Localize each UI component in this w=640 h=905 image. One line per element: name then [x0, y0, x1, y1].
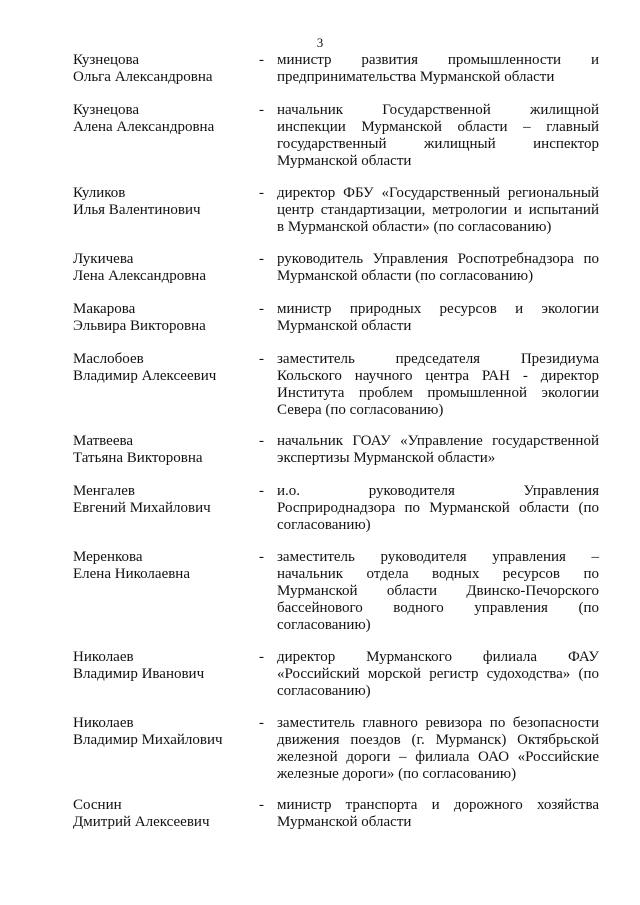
given-names: Дмитрий Алексеевич [73, 814, 210, 830]
position-line: министр транспорта и дорожного хозяйства [277, 797, 599, 813]
person-name [73, 185, 253, 219]
position-line: Кольского научного центра РАН - директор [277, 368, 599, 384]
position-description [277, 301, 599, 335]
person-name [73, 797, 253, 831]
person-name [73, 715, 253, 749]
dash-separator: - [259, 433, 264, 449]
position-line: Мурманской области Двинско-Печорского [277, 583, 599, 599]
position-description [277, 649, 599, 700]
position-line: заместитель председателя Президиума [277, 351, 599, 367]
position-line: в Мурманской области» (по согласованию) [277, 219, 552, 235]
position-description [277, 483, 599, 534]
position-line: инспекции Мурманской области – главный [277, 119, 599, 135]
given-names: Елена Николаевна [73, 566, 190, 582]
given-names: Владимир Алексеевич [73, 368, 217, 384]
position-line: согласованию) [277, 517, 371, 533]
position-line: Севера (по согласованию) [277, 402, 444, 418]
position-description [277, 715, 599, 783]
dash-separator: - [259, 715, 264, 731]
person-name [73, 433, 253, 467]
given-names: Владимир Иванович [73, 666, 205, 682]
surname: Соснин [73, 797, 122, 813]
position-line: начальник ГОАУ «Управление государственной [277, 433, 599, 449]
person-name [73, 102, 253, 136]
person-name [73, 483, 253, 517]
position-line: Мурманской области [277, 318, 412, 334]
position-description [277, 351, 599, 419]
position-line: Росприроднадзора по Мурманской области (по [277, 500, 599, 516]
position-line: Мурманской области [277, 814, 412, 830]
given-names: Лена Александровна [73, 268, 206, 284]
surname: Куликов [73, 185, 126, 201]
position-line: движения поездов (г. Мурманск) Октябрьской [277, 732, 599, 748]
surname: Кузнецова [73, 102, 140, 118]
position-line: начальник Государственной жилищной [277, 102, 599, 118]
position-line: согласованию) [277, 617, 371, 633]
position-description [277, 549, 599, 634]
given-names: Илья Валентинович [73, 202, 201, 218]
position-line: заместитель главного ревизора по безопасности [277, 715, 599, 731]
position-line: Института проблем промышленной экологии [277, 385, 599, 401]
surname: Николаев [73, 715, 134, 731]
person-name [73, 649, 253, 683]
surname: Лукичева [73, 251, 134, 267]
position-line: предпринимательства Мурманской области [277, 69, 555, 85]
surname: Николаев [73, 649, 134, 665]
position-line: центр стандартизации, метрологии и испытаний [277, 202, 599, 218]
given-names: Эльвира Викторовна [73, 318, 206, 334]
person-name [73, 52, 253, 86]
position-description [277, 251, 599, 285]
dash-separator: - [259, 185, 264, 201]
given-names: Татьяна Викторовна [73, 450, 203, 466]
position-line: начальник отдела водных ресурсов по [277, 566, 599, 582]
position-line: железные дороги» (по согласованию) [277, 766, 517, 782]
position-line: директор Мурманского филиала ФАУ [277, 649, 599, 665]
position-line: министр развития промышленности и [277, 52, 599, 68]
dash-separator: - [259, 649, 264, 665]
surname: Макарова [73, 301, 136, 317]
dash-separator: - [259, 301, 264, 317]
surname: Маслобоев [73, 351, 144, 367]
dash-separator: - [259, 102, 264, 118]
position-description [277, 797, 599, 831]
position-line: руководитель Управления Роспотребнадзора по [277, 251, 599, 267]
given-names: Владимир Михайлович [73, 732, 223, 748]
person-name [73, 301, 253, 335]
position-line: государственный жилищный инспектор [277, 136, 599, 152]
dash-separator: - [259, 797, 264, 813]
given-names: Ольга Александровна [73, 69, 213, 85]
position-line: железной дороги – филиала ОАО «Российские [277, 749, 599, 765]
surname: Матвеева [73, 433, 134, 449]
dash-separator: - [259, 483, 264, 499]
dash-separator: - [259, 52, 264, 68]
surname: Менгалев [73, 483, 135, 499]
person-name [73, 251, 253, 285]
position-line: директор ФБУ «Государственный региональный [277, 185, 599, 201]
person-name [73, 351, 253, 385]
position-description [277, 102, 599, 170]
given-names: Евгений Михайлович [73, 500, 211, 516]
position-line: Мурманской области [277, 153, 412, 169]
page-number: 3 [316, 35, 324, 50]
dash-separator: - [259, 351, 264, 367]
position-line: бассейнового водного управления (по [277, 600, 599, 616]
given-names: Алена Александровна [73, 119, 215, 135]
dash-separator: - [259, 549, 264, 565]
position-line: заместитель руководителя управления – [277, 549, 599, 565]
position-line: и.о. руководителя Управления [277, 483, 599, 499]
surname: Меренкова [73, 549, 143, 565]
dash-separator: - [259, 251, 264, 267]
position-line: «Российский морской регистр судоходства» (по [277, 666, 599, 682]
position-description [277, 433, 599, 467]
position-line: экспертизы Мурманской области» [277, 450, 496, 466]
person-name [73, 549, 253, 583]
position-line: Мурманской области (по согласованию) [277, 268, 534, 284]
position-description [277, 185, 599, 236]
position-description [277, 52, 599, 86]
position-line: министр природных ресурсов и экологии [277, 301, 599, 317]
surname: Кузнецова [73, 52, 140, 68]
position-line: согласованию) [277, 683, 371, 699]
